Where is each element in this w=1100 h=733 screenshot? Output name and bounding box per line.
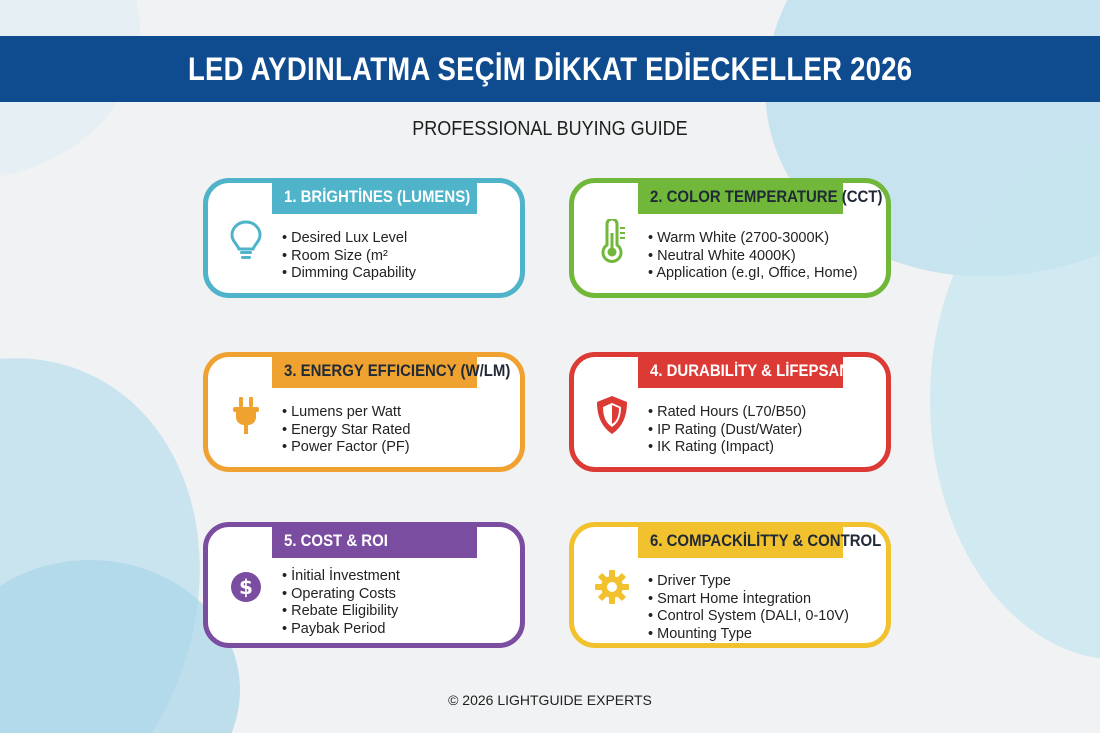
list-item: • Neutral White 4000K) [648, 248, 858, 266]
card-title-tag [272, 180, 477, 214]
list-item: • Rebate Eligibility [282, 603, 400, 621]
card-title-tag [638, 354, 851, 388]
card-title: 6. COMPACKİLİTTY & CONTROL [650, 531, 882, 550]
card-title-tag [272, 354, 511, 388]
list-item: • IK Rating (Impact) [648, 439, 806, 457]
list-item: • Paybak Period [282, 621, 400, 639]
card-brightness [203, 178, 525, 298]
card-energy-efficiency [203, 352, 525, 472]
list-item: • Control System (DALI, 0-10V) [648, 608, 849, 626]
card-title-tag [638, 180, 883, 214]
lightbulb-icon [228, 219, 264, 263]
list-item: • Operating Costs [282, 586, 400, 604]
card-title: 5. COST & ROI [284, 531, 388, 550]
list-item: • Lumens per Watt [282, 404, 410, 422]
card-title: 1. BRİGHTİNES (LUMENS) [284, 187, 471, 206]
list-item: • İnitial İnvestment [282, 568, 400, 586]
gear-icon [594, 565, 630, 609]
list-item: • Warm White (2700-3000K) [648, 230, 858, 248]
list-item: • Room Size (m² [282, 248, 416, 266]
list-item: • Mounting Type [648, 626, 849, 644]
list-item: • Application (e.gI, Office, Home) [648, 265, 858, 283]
plug-icon [228, 393, 264, 437]
list-item: • IP Rating (Dust/Water) [648, 422, 806, 440]
card-title: 4. DURABILİTY & LİFEPSAN [650, 361, 851, 380]
dollar-coin-icon [228, 565, 264, 609]
list-item: • Energy Star Rated [282, 422, 410, 440]
footer-copyright: © 2026 LIGHTGUIDE EXPERTS [448, 692, 652, 708]
card-durability-lifespan [569, 352, 891, 472]
svg-text:$: $ [239, 575, 253, 599]
list-item: • Power Factor (PF) [282, 439, 410, 457]
title-banner [0, 36, 1100, 102]
card-title: 3. ENERGY EFFICIENCY (W/LM) [284, 361, 511, 380]
card-cost-roi [203, 522, 525, 648]
page-subtitle: PROFESSIONAL BUYING GUIDE [412, 118, 688, 140]
list-item: • Rated Hours (L70/B50) [648, 404, 806, 422]
list-item: • Desired Lux Level [282, 230, 416, 248]
card-title-tag [272, 524, 477, 558]
list-item: • Smart Home İntegration [648, 591, 849, 609]
card-title-tag [638, 524, 882, 558]
shield-icon [594, 393, 630, 437]
card-title: 2. COLOR TEMPERATURE (CCT) [650, 187, 883, 206]
page-title: LED AYDINLATMA SEÇİM DİKKAT EDİECKELLER 2026 [187, 50, 913, 87]
list-item: • Dimming Capability [282, 265, 416, 283]
card-compatibility-control [569, 522, 891, 648]
card-color-temperature [569, 178, 891, 298]
thermometer-icon [594, 219, 630, 263]
list-item: • Driver Type [648, 573, 849, 591]
